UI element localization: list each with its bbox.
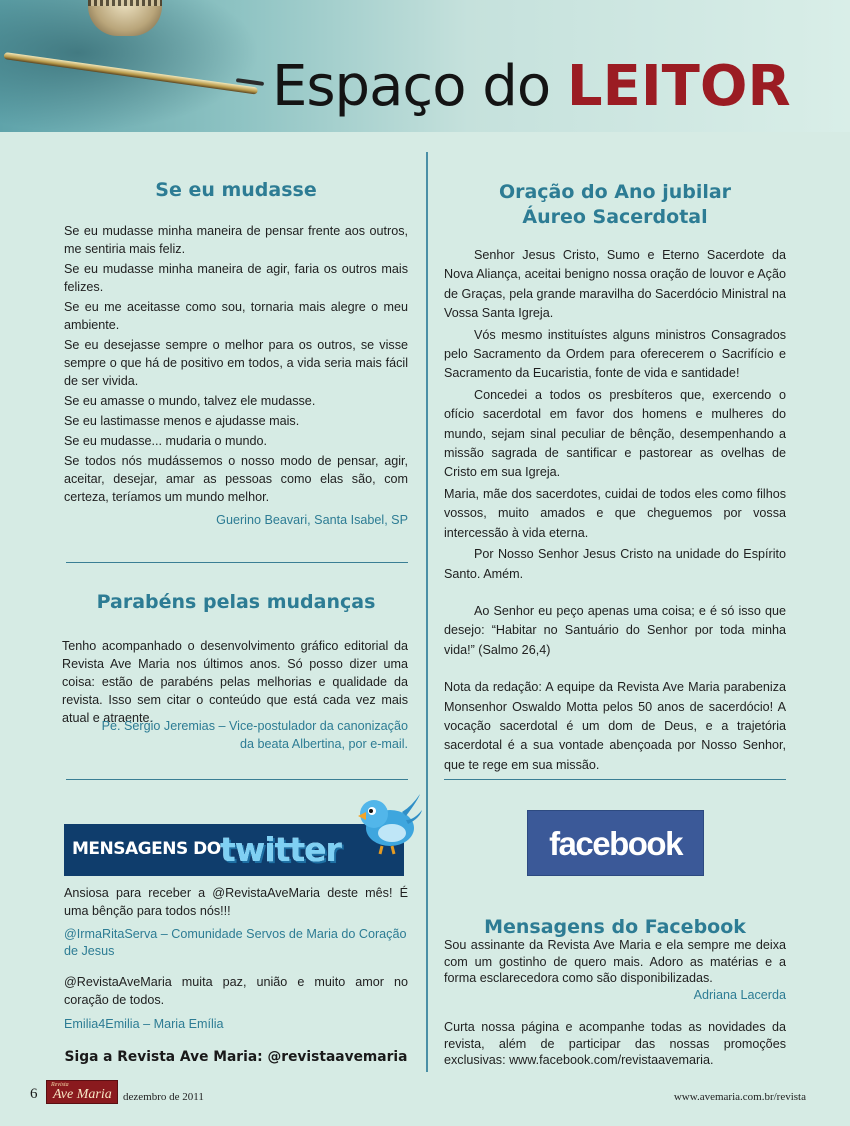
section-divider (66, 562, 408, 563)
poem-line: Se eu mudasse... mudaria o mundo. (64, 434, 268, 448)
editorial-note: Nota da redação: A equipe da Revista Ave Maria parabeniza Monsenhor Oswaldo Motta pelos 50 anos de sacerdócio! A vocação sacerdotal é um dom de Deus, e a trajetória sacerdotal é a sua vontade abençoada por Nosso Senhor, que te rege em sua missão. (444, 680, 786, 772)
page-number: 6 (30, 1086, 38, 1102)
poem-line: Se todos nós mudássemos o nosso modo de pensar, agir, aceitar, desejar, amar as pessoas como elas são, com certeza, teríamos um mundo melhor. (64, 454, 408, 504)
poem-line: Se eu lastimasse menos e ajudasse mais. (64, 414, 300, 428)
poem-text (64, 222, 408, 508)
signature-line: Pe. Sergio Jeremias – Vice-postulador da canonização (101, 719, 408, 733)
twitter-author-2: Emilia4Emilia – Maria Emília (64, 1017, 224, 1031)
column-divider (426, 152, 428, 1072)
poem-line: Se eu me aceitasse como sou, tornaria mais alegre o meu ambiente. (64, 300, 408, 332)
signature-sergio (64, 717, 408, 753)
twitter-banner-label: MENSAGENS DO (72, 839, 221, 859)
poem-line: Se eu desejasse sempre o melhor para os outros, se visse sempre o que há de positivo em todos, a vida seria mais fácil de ser vivida. (64, 338, 408, 388)
prayer-paragraph: Vós mesmo instituístes alguns ministros Consagrados pelo Sacramento da Ordem para oferecerem o Sacrifício e Sacramento da Eucaristia, fonte de vida e santidade! (444, 327, 786, 381)
prayer-paragraph: Ao Senhor eu peço apenas uma coisa; e é só isso que desejo: “Habitar no Santuário do Senhor por toda minha vida!” (Salmo 26,4) (444, 603, 786, 657)
follow-twitter-line: Siga a Revista Ave Maria: @revistaavemaria (64, 1049, 408, 1065)
poem-line: Se eu mudasse minha maneira de agir, faria os outros mais felizes. (64, 262, 408, 294)
twitter-logo: twitter (220, 830, 341, 869)
twitter-message-1: Ansiosa para receber a @RevistaAveMaria deste mês! É uma bênção para todos nós!!! (64, 886, 408, 918)
facebook-author: Adriana Lacerda (693, 988, 786, 1002)
parabens-text: Tenho acompanhado o desenvolvimento gráfico editorial da Revista Ave Maria nos últimos anos. Só posso dizer uma coisa: estão de parabéns pelas melhorias e qualidade da revista. Isso sem citar o conteúdo que está cada vez mais atual e atraente. (62, 639, 408, 725)
page-header (0, 0, 850, 132)
prayer-paragraph: Maria, mãe dos sacerdotes, cuidai de todos eles como filhos vossos, muito amados e que cheguemos por vossa intercessão à vida eterna. (444, 486, 786, 540)
signature-guerino: Guerino Beavari, Santa Isabel, SP (216, 513, 408, 527)
signature-line: da beata Albertina, por e-mail. (239, 737, 408, 751)
website-url: www.avemaria.com.br/revista (673, 1091, 806, 1103)
section-divider (66, 779, 408, 780)
poem-line: Se eu amasse o mundo, talvez ele mudasse. (64, 394, 316, 408)
twitter-message-2: @RevistaAveMaria muita paz, união e muito amor no coração de todos. (64, 975, 408, 1007)
section-heading-se-eu-mudasse: Se eu mudasse (155, 179, 317, 201)
magazine-logo (46, 1080, 118, 1104)
prayer-paragraph: Senhor Jesus Cristo, Sumo e Eterno Sacerdote da Nova Aliança, aceitai benigno nossa oração de louvor e Ação de Graças, pela grande maravilha do Sacerdócio Ministral na Vossa Santa Igreja. (444, 248, 786, 321)
prayer-paragraph: Concedei a todos os presbíteros que, exercendo o ofício sacerdotal em favor dos homens e mulheres do mundo, sejam sinal peculiar de bênção, desempenhando a missão sagrada de santificar e pastorear as ovelhas de Cristo em sua Igreja. (444, 387, 786, 480)
twitter-author-1: @IrmaRitaServa – Comunidade Servos de Maria do Coração de Jesus (64, 927, 407, 958)
section-heading-oracao (444, 180, 786, 230)
magazine-logo-name: Ave Maria (53, 1087, 112, 1102)
poem-line: Se eu mudasse minha maneira de pensar frente aos outros, me sentiria mais feliz. (64, 224, 408, 256)
issue-date: dezembro de 2011 (123, 1091, 204, 1103)
section-heading-facebook: Mensagens do Facebook (484, 916, 746, 938)
facebook-logo-box (527, 810, 704, 876)
page-title-emphasis: LEITOR (566, 54, 791, 119)
heading-line: Áureo Sacerdotal (522, 206, 708, 228)
facebook-message: Sou assinante da Revista Ave Maria e ela sempre me deixa com um gostinho de quero mais. Adoro as matérias e a forma esclarecedora como são disponibilizadas. (444, 938, 786, 985)
facebook-logo: facebook (549, 825, 682, 862)
magazine-logo-small: Revista (51, 1082, 69, 1088)
section-divider (444, 779, 786, 780)
page-title: Espaço do LEITOR (272, 54, 791, 119)
heading-line: Oração do Ano jubilar (498, 181, 732, 203)
facebook-cta: Curta nossa página e acompanhe todas as novidades da revista, além de participar das nossas promoções exclusivas: www.facebook.com/revistaavemaria. (444, 1020, 786, 1067)
prayer-text (444, 246, 786, 777)
prayer-paragraph: Por Nosso Senhor Jesus Cristo na unidade do Espírito Santo. Amém. (444, 547, 786, 581)
section-heading-parabens: Parabéns pelas mudanças (96, 591, 376, 613)
twitter-bird-icon (352, 790, 422, 856)
